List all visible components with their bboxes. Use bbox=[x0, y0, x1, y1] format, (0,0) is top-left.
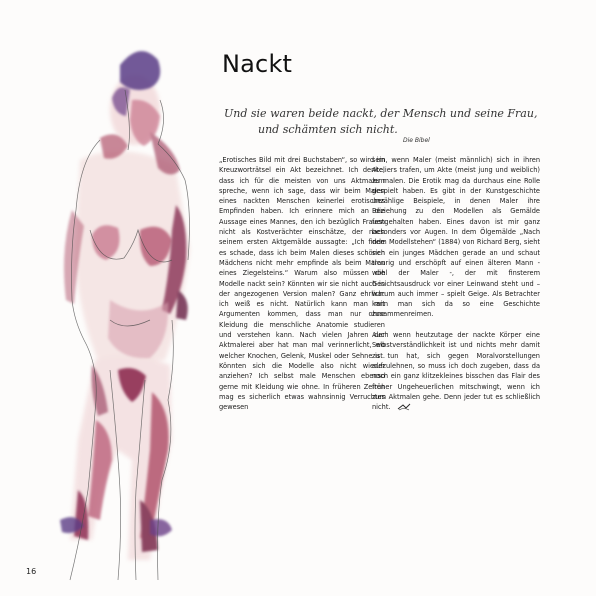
paragraph: „Erotisches Bild mit drei Buchstaben“, so wird im Kreuzworträtsel ein Akt bezeichnet. Ich denke, dass ich für die meisten von uns Aktmalern spreche, wenn ich sage, dass wir beim Malen eines nackten Menschen keinerlei erotisches Empfinden haben. Ich erinnere mich an die Aussage eines Mannes, den ich bezüglich Frauen nicht als Kostverächter einschätze, der nach seinem ersten Aktgemälde aussagte: „Ich finde es schade, dass ich beim Malen dieses schönen Mädchens nicht mehr empfinde als beim Malen eines Ziegelsteins.“ Warum also müssen die Modelle nackt sein? Könnten wir sie nicht auch in der angezogenen Version malen? Ganz ehrlich: ich weiß es nicht. Natürlich kann man mit Argumenten kommen, dass man nur ohne Kleidung die menschliche Anatomie studieren und verstehen kann. Nach vielen Jahren der Aktmalerei aber hat man mal verinnerlicht, wo welcher Knochen, Gelenk, Muskel oder Sehne ist. Könnten sich die Modelle also nicht wieder anziehen? Ich selbst male Menschen ebenso gerne mit Kleidung wie ohne. In früheren Zeiten mag es sicherlich etwas wahnsinnig Verruchtes gewesen bbox=[219, 156, 385, 412]
quote-line-1: Und sie waren beide nackt, der Mensch und seine Frau, bbox=[224, 107, 538, 120]
paragraph-with-signature bbox=[372, 330, 540, 412]
quote-source: Die Bibel bbox=[403, 137, 430, 144]
nude-figure-watercolor bbox=[0, 20, 215, 596]
text-column-left bbox=[219, 155, 385, 423]
pen-signature-icon bbox=[397, 403, 411, 411]
page-number: 16 bbox=[26, 567, 37, 576]
text-column-right bbox=[372, 155, 540, 423]
quote-line-2: und schämten sich nicht. bbox=[258, 123, 398, 136]
page-title: Nackt bbox=[222, 50, 293, 78]
paragraph: sein, wenn Maler (meist männlich) sich in ihren Ateliers trafen, um Akte (meist jung und weiblich) zu malen. Die Erotik mag da durchaus eine Rolle gespielt haben. Es gibt in der Kunstgeschichte unzählige Beispiele, in denen Maler ihre Beziehung zu den Modellen als Gemälde festgehalten haben. Eines davon ist mir ganz besonders vor Augen. In dem Ölgemälde „Nach dem Modellstehen“ (1884) von Richard Berg, sieht sich ein junges Mädchen gerade an und schaut traurig und erschöpft auf einen älteren Mann - wohl der Maler -, der mit finsterem Gesichtsausdruck vor einer Leinwand steht und – warum auch immer – spielt Geige. Als Betrachter kann man sich da so eine Geschichte zusammenreimen. bbox=[372, 156, 540, 319]
epigraph-quote bbox=[222, 106, 582, 138]
paragraph-text: Auch wenn heutzutage der nackte Körper eine Selbstverständlichkeit ist und nichts mehr damit zu tun hat, sich gegen Moralvorstellungen aufzulehnen, so muss ich doch zugeben, dass da noch ein ganz klitzekleines bisschen das Flair des früher Ungeheuerlichen mitschwingt, wenn ich zum Aktmalen gehe. Denn jeder tut es schließlich nicht. bbox=[372, 331, 540, 412]
